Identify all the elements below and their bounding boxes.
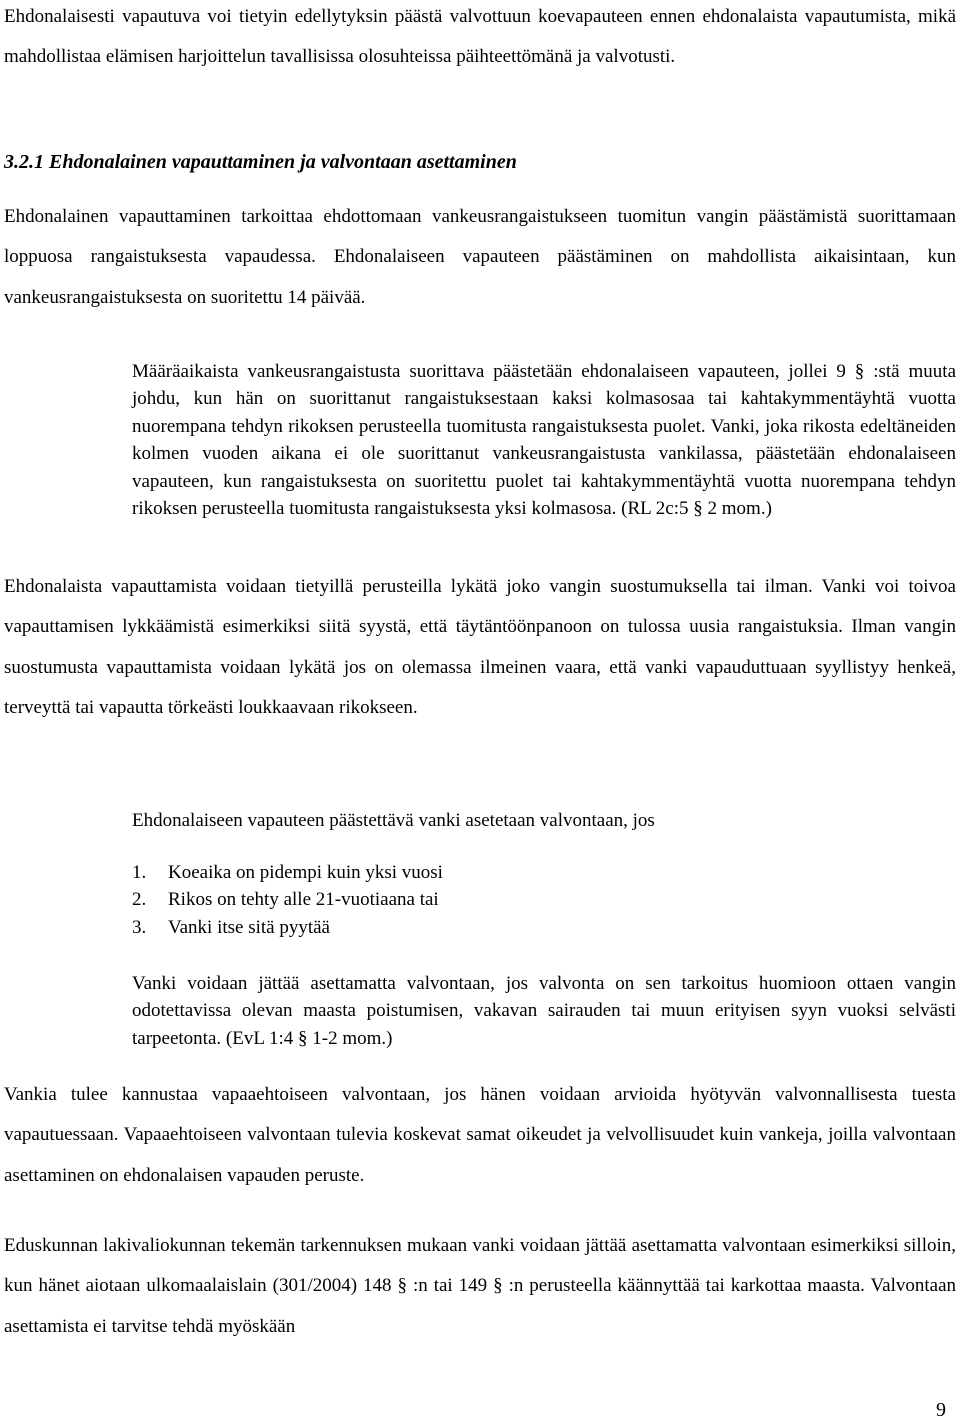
list-item-number: 3. [132,916,147,938]
paragraph-2: Ehdonalaista vapauttamista voidaan tietyillä perusteilla lykätä joko vangin suostumuksella tai ilman. Vanki voi toivoa vapauttamisen lykkäämistä esimerkiksi siitä syystä, että täytäntöönpanoon on tulossa uusia rangaistuksia. Ilman vangin suostumusta vapauttamista voidaan lykätä jos on olemassa ilmeinen vaara, että vanki vapauduttuaan syyllistyy henkeä, terveyttä tai vapautta törkeästi loukkaavaan rikokseen. [4,576,956,718]
list-item-text: Vanki itse sitä pyytää [168,916,330,938]
page-number: 9 [936,1399,946,1421]
list-item-text: Rikos on tehty alle 21-vuotiaana tai [168,889,439,911]
condition-list [132,859,443,941]
list-item [132,886,443,913]
list-item-number: 2. [132,889,147,911]
quote-1: Määräaikaista vankeusrangaistusta suorittava päästetään ehdonalaiseen vapauteen, jollei 9 § :stä muuta johdu, kun hän on suorittanut rangaistuksestaan kaksi kolmasosaa tai kahtakymmentäyhtä vuotta nuorempana tehdyn rikoksen perusteella tuomitusta rangaistuksesta puolet. Vanki, joka rikosta edeltäneiden kolmen vuoden aikana ei ole suorittanut vankeusrangaistusta vankilassa, päästetään ehdonalaiseen vapauteen, kun rangaistuksesta on suoritettu puolet tai kahtakymmentäyhtä vuotta nuorempana tehdyn rikoksen perusteella tuomitusta rangaistuksesta yksi kolmasosa. (RL 2c:5 § 2 mom.) [132,361,956,520]
quote-2: Vanki voidaan jättää asettamatta valvontaan, jos valvonta on sen tarkoitus huomioon ottaen vangin odotettavissa olevan maasta poistumisen, vakavan sairauden tai muun erityisen syyn vuoksi selvästi tarpeetonta. (EvL 1:4 § 1-2 mom.) [132,973,956,1049]
list-item [132,859,443,886]
list-item-number: 1. [132,862,147,883]
paragraph-1: Ehdonalainen vapauttaminen tarkoittaa ehdottomaan vankeusrangaistukseen tuomitun vangin päästämistä suorittamaan loppuosa rangaistuksesta vapaudessa. Ehdonalaiseen vapauteen päästäminen on mahdollista aikaisintaan, kun vankeusrangaistuksesta on suoritettu 14 päivää. [4,206,956,308]
quote-intro: Ehdonalaiseen vapauteen päästettävä vanki asetetaan valvontaan, jos [132,810,655,831]
list-item-text: Koeaika on pidempi kuin yksi vuosi [168,862,443,883]
list-item [132,914,443,941]
paragraph-intro: Ehdonalaisesti vapautuva voi tietyin edellytyksin päästä valvottuun koevapauteen ennen ehdonalaista vapautumista, mikä mahdollistaa elämisen harjoittelun tavallisissa olosuhteissa päihteettömänä ja valvotusti. [4,6,956,68]
section-heading: 3.2.1 Ehdonalainen vapauttaminen ja valvontaan asettaminen [4,151,517,173]
paragraph-3: Vankia tulee kannustaa vapaaehtoiseen valvontaan, jos hänen voidaan arvioida hyötyvän valvonnallisesta tuesta vapautuessaan. Vapaaehtoiseen valvontaan tulevia koskevat samat oikeudet ja velvollisuudet kuin vankeja, joilla valvontaan asettaminen on ehdonalaisen vapauden peruste. [4,1084,956,1186]
paragraph-4: Eduskunnan lakivaliokunnan tekemän tarkennuksen mukaan vanki voidaan jättää asettamatta valvontaan esimerkiksi silloin, kun hänet aiotaan ulkomaalaislain (301/2004) 148 § :n tai 149 § :n perusteella käännyttää tai karkottaa maasta. Valvontaan asettamista ei tarvitse tehdä myöskään [4,1235,956,1337]
